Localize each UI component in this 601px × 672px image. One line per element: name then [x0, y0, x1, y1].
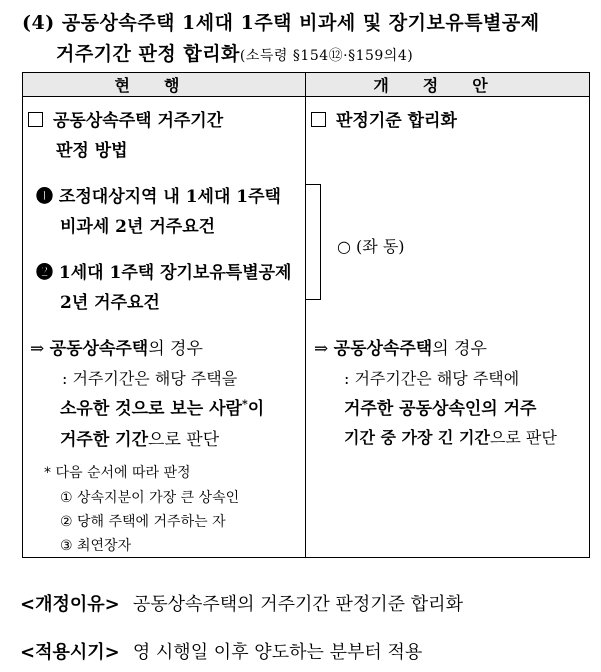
black-circle-2-icon: ❷ [36, 263, 53, 283]
current-explain-bold1: 소유한 것으로 보는 사람 [60, 399, 242, 419]
current-point2 [36, 258, 291, 283]
revised-explain-tail: 으로 판단 [489, 428, 557, 447]
note-item-3: ③ 최연장자 [60, 538, 132, 554]
revised-item-heading [311, 106, 457, 131]
revised-explain-line3 [344, 425, 557, 448]
header-revised: 개정안 [373, 76, 522, 95]
right-bracket [306, 184, 321, 300]
revised-explain-line2: 거주한 공동상속인의 거주 [344, 399, 537, 419]
effective-section [20, 638, 422, 664]
reason-label: <개정이유> [20, 594, 120, 615]
revised-column [306, 97, 590, 558]
black-circle-1-icon: ❶ [36, 187, 53, 207]
current-item-line1: 공동상속주택 거주기간 [53, 111, 224, 131]
point1-line1: 조정대상지역 내 1세대 1주택 [58, 187, 281, 207]
revised-item-text: 판정기준 합리화 [336, 111, 457, 131]
header-current: 현행 [114, 76, 214, 95]
footnote-star: * [241, 397, 248, 411]
checkbox-square-icon [28, 112, 43, 127]
point2-line2: 2년 거주요건 [60, 293, 160, 313]
current-point1 [36, 182, 281, 207]
current-explain-line2 [60, 394, 264, 419]
point2-line1: 1세대 1주택 장기보유특별공제 [58, 263, 292, 283]
effective-label: <적용시기> [20, 642, 120, 663]
checkbox-square-icon [311, 112, 326, 127]
effective-text: 영 시행일 이후 양도하는 분부터 적용 [132, 642, 423, 663]
current-item-heading [28, 106, 223, 131]
revised-case-rest: 의 경우 [432, 339, 487, 359]
current-explain-bold2: 거주한 기간 [60, 430, 149, 450]
legal-reference: (소득령 §154⑫·§159의4) [239, 48, 414, 64]
note-item-2: ② 당해 주택에 거주하는 자 [60, 514, 226, 530]
implies-arrow-icon: ⇒ [314, 339, 329, 359]
section-title-line2 [56, 39, 413, 66]
implies-arrow-icon: ⇒ [30, 339, 45, 359]
current-explain-bold1-tail: 이 [247, 399, 265, 419]
revised-case-line [314, 334, 487, 359]
reason-text: 공동상속주택의 거주기간 판정기준 합리화 [132, 594, 463, 615]
note-item-1: ① 상속지분이 가장 큰 상속인 [60, 490, 240, 506]
point1-line2: 비과세 2년 거주요건 [60, 217, 216, 237]
revised-explain-line1: : 거주기간은 해당 주택에 [344, 369, 520, 388]
current-explain-tail: 으로 판단 [148, 430, 220, 450]
revised-explain-bold2: 기간 중 가장 긴 기간 [344, 428, 490, 447]
current-case-rest: 의 경우 [148, 339, 203, 359]
current-case-bold: 공동상속주택 [49, 339, 149, 359]
header-revised-cell [306, 73, 590, 97]
current-case-line [30, 334, 203, 359]
header-current-cell [23, 73, 306, 97]
revised-case-bold: 공동상속주택 [333, 339, 433, 359]
revised-same-as-left: ○ (좌 동) [337, 237, 405, 256]
current-explain-line3 [60, 425, 219, 450]
section-title-line1: (4) 공동상속주택 1세대 1주택 비과세 및 장기보유특별공제 [22, 12, 540, 34]
reason-section [20, 590, 463, 616]
note-title: * 다음 순서에 따라 판정 [44, 465, 191, 481]
section-title-text: 거주기간 판정 합리화 [56, 43, 240, 65]
current-explain-line1: : 거주기간은 해당 주택을 [62, 369, 238, 388]
current-item-line2: 판정 방법 [56, 141, 128, 161]
